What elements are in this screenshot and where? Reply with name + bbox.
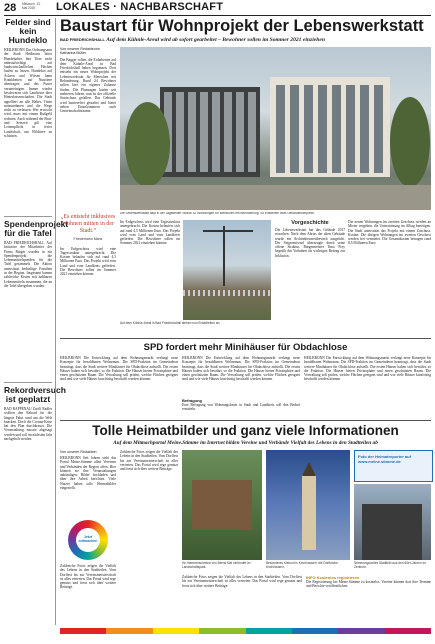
main-headline: Baustart für Wohnprojekt der Lebenswerkstatt: [60, 17, 424, 35]
main-kicker: BAD FRIEDRICHSHALL: [60, 37, 105, 42]
author-line: Von unserer Redakteurin Katharina Müller: [60, 47, 100, 56]
tree-left: [125, 102, 170, 187]
mid-col-2: [182, 356, 300, 417]
color-strip-segment: [292, 628, 338, 634]
article-body: HEILBRONN Die Entwicklung auf dem Wohnungsmarkt verlangt neue Konzepte für bezahlbaren Wohnraum. Die SPD-Fraktion im Gemeinderat beantragt, dass die Stadt weitere Minihäuser für Obdachlose aufstellt. Die ersten Häuser haben sich bewährt, so die Fraktion. Die Häuser bieten Privatsphäre und einen geschützten Raum. Die Verwaltung soll prüfen, welche Flächen geeignet sind und wie viele Häuser kurzfristig beschafft werden können.: [304, 356, 431, 382]
mid-col-1: [60, 356, 178, 416]
banner-text: Foto der Heimatreporter auf www.meine.stimme.de: [358, 454, 411, 464]
info-title: INFO Kostenlos registrieren: [306, 575, 360, 580]
article-body: HEILBRONN Die Entwicklung auf dem Wohnungsmarkt verlangt neue Konzepte für bezahlbaren Wohnraum. Die SPD-Fraktion im Gemeinderat beantragt, dass die Stadt weitere Minihäuser für Obdachlose aufstellt. Die ersten Häuser haben sich bewährt, so die Fraktion. Die Häuser bieten Privatsphäre und einen geschützten Raum. Die Verwaltung soll prüfen, welche Flächen geeignet sind und wie viele Häuser kurzfristig beschafft werden können.: [182, 356, 300, 382]
article-body: BAD RAPPENAU Zwölf Radler wollten den Rekord für die längste Fahrt rund um die Welt knacken. Doch die Corona-Krise hat den Plan durchkreuzt. Die Veranstaltung musste abgesagt werden und soll im nächsten Jahr nachgeholt werden.: [4, 407, 52, 442]
photo-panel: [354, 450, 431, 560]
photo-caption: Die Lebenswerkstatt baut in der Jagstfelder Straße 32 Wohnungen für Menschen mit Behinderung. So entstehen zwei Gebäudekomplexe.: [120, 212, 315, 215]
color-strip-segment: [106, 628, 152, 634]
photo-caption: Ihr Hammerschmied von Bernd Mai verbindet im Landschaftspark.: [182, 561, 251, 569]
bottom-col-2: [120, 450, 178, 522]
main-col-1: [60, 47, 116, 387]
church-tower: [302, 475, 316, 550]
hammer-building: [192, 480, 252, 530]
badge-label: Jetzt mitmachen: [78, 535, 98, 543]
quote-text: „Es entsteht inklusives Wohnen mitten in der Stadt.“: [60, 213, 116, 234]
article-body: HEILBRONN Das Ordnungsamt der Stadt Heilbronn bittet Hundehalter, ihre Tiere nicht unbeaufsichtigt auf landwirtschaftlichen Flächen laufen zu lassen. Hundekot auf Äckern und Wiesen kann Krankheiten auf Nutztiere übertragen und das Futter verunreinigen. Immer wieder beschweren sich Landwirte über Hinterlassenschaften. Die Stadt appelliert an alle Halter, Tüten mitzunehmen und die Wege nicht zu verlassen. Wer erwischt wird, muss mit einem Bußgeld rechnen. Auch während der Brut- und Setzzeit gilt eine Leinenpflicht in freier Landschaft, um Wildtiere zu schützen.: [4, 48, 52, 138]
photo-caption: Stimmungsvolles Stadtbild aus den 60er-Jahren im Zentrum.: [354, 561, 426, 569]
bottom-subhead: Auf dem Mitmachportal Meine.Stimme im Internet bilden Vereine und Verbände Vielfalt des Lebens in den Stadtteilen ab: [113, 440, 378, 446]
mid-headline: SPD fordert mehr Minihäuser für Obdachlose: [143, 342, 348, 353]
article-headline: Spendenprojekt für die Tafel: [4, 219, 69, 238]
construction-photo: [183, 220, 271, 320]
section-rule: [60, 338, 431, 339]
mid-col-3: [304, 356, 431, 416]
author-line: Von unserer Redaktion: [60, 450, 97, 454]
bottom-col-4: [306, 575, 431, 618]
building-right-windows: [276, 85, 384, 173]
pull-quote: [60, 214, 116, 241]
building-left-windows: [164, 92, 256, 172]
article-body: Die Bagger rollen, die Erdarbeiten auf dem Kühnle-Areal in Bad Friedrichshall haben begonnen. Dort entsteht ein neues Wohnprojekt der Lebenswerkstatt für Menschen mit Behinderung. Rund 24 Bewohner sollen hier ein eigenes Zuhause finden. Die Planungen laufen seit mehreren Jahren, nun ist der offizielle Startschuss gefallen. Das Gebäude wird barrierefrei gestaltet und bietet neben Einzelzimmern auch Gemeinschaftsräume.: [60, 57, 116, 114]
reporter-banner: [354, 450, 433, 482]
bottom-col-1: [60, 450, 116, 644]
photo-caption: Auf dem Kühnle-Areal in Bad Friedrichshall stehen nun Erdarbeiten an.: [120, 321, 221, 325]
church-photo: [266, 450, 350, 560]
color-strip-segment: [199, 628, 245, 634]
photo-caption: Besonderes Kleinod in Kirchhausen: die Dorfkirche Kirchhausen.: [266, 561, 338, 569]
info-box: [275, 220, 345, 338]
article-body: Zahlreiche Fotos zeigen die Vielfalt des Lebens in den Stadtteilen. Vom Dorffest bis zur Vereinsmeisterschaft ist alles vertreten. Das Portal wird rege genutzt und freut sich über weitere Beiträge.: [60, 564, 116, 590]
main-col-2: [120, 220, 180, 320]
article-body: Die neuen Wohnungen im zweiten Geschoss werden an Mieter vergeben, die Unterstützung im Alltag benötigen. Die Stadt unterstützt das Projekt mit einem Zuschuss. Kosten: Die übrigen Wohnungen im zweiten Geschoss werden frei vermietet. Die Gesamtkosten betragen rund 8,5 Millionen Euro.: [348, 220, 431, 246]
info-body: Die Registrierung bei Meine.Stimme ist kostenlos. Vereine können dort ihre Termine und Berichte veröffentlichen.: [306, 580, 431, 589]
main-subhead: Auf dem Kühnle-Areal wird ab sofort gearbeitet – Bewohner sollen im Sommer 2021 einziehen: [106, 37, 325, 43]
column-divider: [55, 18, 56, 625]
article-headline: Felder sind kein Hundeklo: [5, 17, 51, 45]
color-strip-segment: [385, 628, 431, 634]
color-strip-segment: [338, 628, 384, 634]
article-body: Zahlreiche Fotos zeigen die Vielfalt des Lebens in den Stadtteilen. Vom Dorffest bis zur Vereinsmeisterschaft ist alles vertreten. Das Portal wird rege genutzt und freut sich über weitere Beiträge.: [120, 450, 178, 472]
main-col-right: [348, 220, 431, 330]
quote-author: Friedemann Manz: [73, 236, 103, 241]
city-building: [362, 504, 422, 560]
hammer-photo: [182, 450, 262, 560]
color-strip-segment: [60, 628, 106, 634]
building-photo: [120, 47, 431, 210]
tree-right: [390, 97, 430, 187]
article-body: Eine Befragung von Wohnungslosen in Stadt und Landkreis soll den Bedarf ermitteln.: [182, 403, 300, 412]
header-rule: [4, 15, 431, 16]
left-column: [4, 17, 69, 579]
main-subhead-row: [60, 37, 432, 43]
street: [120, 185, 431, 210]
article-body: BAD FRIEDRICHSHALL Auf Initiative der Mitarbeiter der Firma Bürger wurden in ein Spendenprojekt die Lebensmittelspenden für die Tafel gesammelt. Die Aktion unterstützt bedürftige Familien in der Region. Insgesamt kamen zahlreiche Kisten mit haltbaren Lebensmitteln zusammen, die an die Tafel übergeben wurden.: [4, 241, 52, 288]
bottom-headline: Tolle Heimatbilder und ganz viele Informationen: [92, 423, 399, 438]
church-roof: [302, 462, 316, 476]
mid-subheading: Befragung: [182, 398, 202, 403]
article-body: Im Erdgeschoss wird eine Tagesstruktur untergebracht. Die Kosten belaufen sich auf rund 4,5 Millionen Euro. Das Projekt wird vom Land und vom Landkreis gefördert. Die Bewohner sollen im Sommer 2021 einziehen können.: [60, 246, 116, 277]
article-body: HEILBRONN Die Entwicklung auf dem Wohnungsmarkt verlangt neue Konzepte für bezahlbaren Wohnraum. Die SPD-Fraktion im Gemeinderat beantragt, dass die Stadt weitere Minihäuser für Obdachlose aufstellt. Die ersten Häuser haben sich bewährt, so die Fraktion. Die Häuser bieten Privatsphäre und einen geschützten Raum. Die Verwaltung soll prüfen, welche Flächen geeignet sind und wie viele Häuser kurzfristig beschafft werden können.: [60, 356, 178, 382]
section-title: LOKALES · NACHBARSCHAFT: [56, 1, 224, 13]
article-body: Im Erdgeschoss wird eine Tagesstruktur untergebracht. Die Kosten belaufen sich auf rund 4,5 Millionen Euro. Das Projekt wird vom Land und vom Landkreis gefördert. Die Bewohner sollen im Sommer 2021 einziehen können.: [120, 220, 180, 246]
section-rule: [60, 420, 431, 421]
fence: [183, 290, 271, 296]
box-title: Vorgeschichte: [291, 220, 329, 226]
crane-icon: [223, 226, 225, 286]
bottom-col-3: [182, 575, 302, 620]
color-strip-segment: [246, 628, 292, 634]
page-number: 28: [4, 2, 17, 14]
rainbow-badge: [68, 520, 108, 560]
article-body: Zahlreiche Fotos zeigen die Vielfalt des Lebens in den Stadtteilen. Vom Dorffest bis zur Vereinsmeisterschaft ist alles vertreten. Das Portal wird rege genutzt und freut sich über weitere Beiträge.: [182, 575, 302, 588]
color-strip: [60, 628, 431, 634]
box-body: Die Lebenswerkstatt hat das Gelände 2017 erworben. Nach dem Abriss der alten Gebäude wurde ein Architektenwettbewerb ausgelobt. Der Siegerentwurf überzeugte durch seine offene Struktur. Bürgermeister Timo Frey begrüßt das Vorhaben als wichtigen Beitrag zur Inklusion.: [275, 228, 345, 258]
article-headline: Rekordversuch ist geplatzt: [4, 385, 66, 404]
color-strip-segment: [153, 628, 199, 634]
city-photo: [354, 484, 431, 560]
crane-arm: [203, 230, 253, 232]
page-date: Mittwoch, 13. Mai 2020: [22, 2, 41, 10]
article-body: HEILBRONN Seit Jahren steht das Portal Meine.Stimme allen Vereinen und Verbänden der Region offen. Hier können sie ihre Veranstaltungen ankündigen, Bilder hochladen und über ihre Arbeit berichten. Viele Nutzer haben tolle Heimatbilder eingestellt.: [60, 456, 116, 491]
